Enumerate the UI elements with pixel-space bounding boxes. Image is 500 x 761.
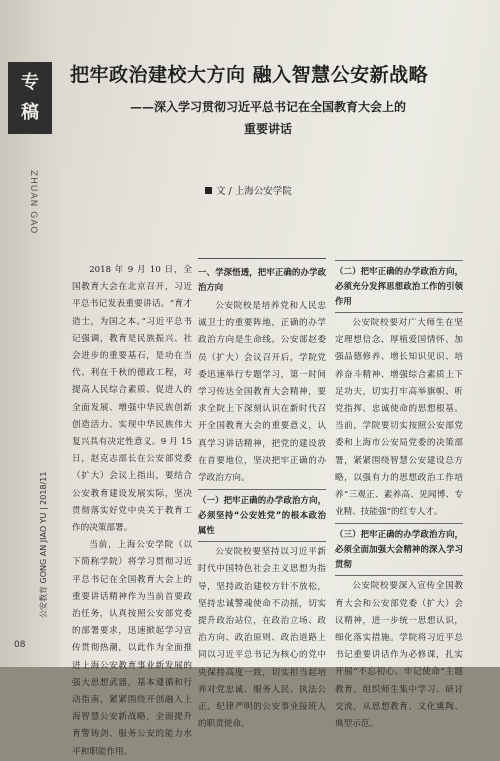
section-rule xyxy=(335,575,463,576)
paragraph: 2018 年 9 月 10 日，全国教育大会在北京召开，习近平总书记发表重要讲话。“育才造士，为国之本。”习近平总书记强调，教育是民族振兴、社会进步的重要基石，是功在当代、利在千秋的德政工程，对提高人民综合素质、促进人的全面发展、增强中华民族创新创造活力、实现中华民族伟大复兴具有决定性意义。9 月 15 日，赵克志部长在公安部党委（扩大）会议上指出，要结合公安教育建设发展实际，坚决贯彻落实好党中央关于教育工作的决策部署。 xyxy=(72,265,192,534)
text-column-1 xyxy=(72,262,192,761)
column-tag-latin: ZHUAN GAO xyxy=(28,170,38,235)
square-bullet-icon xyxy=(205,187,212,194)
paragraph: 公安院校要坚持以习近平新时代中国特色社会主义思想为指导，坚持政治建校方针不放松，坚持忠诚警魂使命不动摇，切实提升政治站位，在政治立场、政治方向、政治原则、政治道路上同以习近平总书记为核心的党中央保持高度一致，切实担当起培养对党忠诚、服务人民、执法公正、纪律严明的公安事业接班人的职责使命。 xyxy=(198,547,326,730)
subsection-heading: （二）把牢正确的办学政治方向，必须充分发挥思想政治工作的引领作用 xyxy=(335,266,463,306)
byline-text: 文 / 上海公安学院 xyxy=(216,186,292,197)
subsection-heading: （三）把牢正确的办学政治方向，必须全面加强大会精神的深入学习贯彻 xyxy=(335,529,463,570)
column-tag xyxy=(8,62,52,134)
page-number: 08 xyxy=(14,640,26,650)
paragraph: 当前，上海公安学院（以下简称学院）将学习贯彻习近平总书记在全国教育大会上的重要讲话精神作为当前首要政治任务，认真按照公安部党委的部署要求，迅速掀起学习宣传贯彻热潮，以此作为全面推进上海公安教育事业新发展的强大思想武器，基本遵循和行动指南，紧紧围绕开创融入上海智慧公安新战略，全面提升育警铸剑、服务公安的能力水平和职能作用。 xyxy=(72,540,192,757)
section-rule xyxy=(198,541,326,542)
text-column-3 xyxy=(335,258,463,733)
running-footer: 公安教育 GONG AN JIAO YU | 2018/11 xyxy=(39,471,48,618)
article-subtitle xyxy=(78,96,458,140)
paragraph: 公安院校是培养党和人民忠诚卫士的重要阵地，正确的办学政治方向是生命线。公安部赵委员（扩大）会议召开后，学院党委迅速举行专题学习，第一时间学习传达全国教育大会精神，要求全院上下深刻认识在新时代召开全国教育大会的重要意义，认真学习讲话精神，把党的建设放在首要地位，坚决把牢正确的办学政治方向。 xyxy=(198,301,326,484)
column-tag-char-1: 专 xyxy=(21,72,39,93)
section-rule xyxy=(335,312,463,313)
paragraph: 公安院校要深入宣传全国教育大会和公安部党委（扩大）会议精神，进一步统一思想认识，细化落实措施。学院将习近平总书记重要讲话作为必修课，扎实开展“不忘初心、牢记使命”主题教育，组织师生集中学习、研讨交流，从思想教育、文化熏陶、典型示范、 xyxy=(335,581,463,730)
section-rule xyxy=(198,489,326,490)
section-heading: 一、学深悟透，把牢正确的办学政治方向 xyxy=(198,267,326,292)
subsection-heading: （一）把牢正确的办学政治方向，必须坚持“公安姓党”的根本政治属性 xyxy=(198,495,326,536)
text-column-2 xyxy=(198,262,326,733)
paragraph: 公安院校要对广大师生在坚定理想信念、厚植爱国情怀、加强品德修养、增长知识见识、培养奋斗精神、增强综合素质上下足功夫，切实打牢高举旗帜、听党指挥、忠诚使命的思想根基。当前，学院要切实按照公安部党委和上海市公安局党委的决策部署，紧紧围绕智慧公安建设总方略，以强有力的思想政治工作培养“三观正、素养高、见闻博、专业精、技能强”的红专人才。 xyxy=(335,318,463,518)
subtitle-line-2: 重要讲话 xyxy=(243,122,292,136)
column-tag-char-2: 稿 xyxy=(21,102,39,123)
article-title: 把牢政治建校大方向 融入智慧公安新战略 xyxy=(70,64,429,86)
byline xyxy=(205,183,292,197)
section-rule xyxy=(335,260,463,261)
column-divider xyxy=(198,258,326,259)
subtitle-line-1: ——深入学习贯彻习近平总书记在全国教育大会上的 xyxy=(129,100,406,114)
section-rule xyxy=(335,523,463,524)
